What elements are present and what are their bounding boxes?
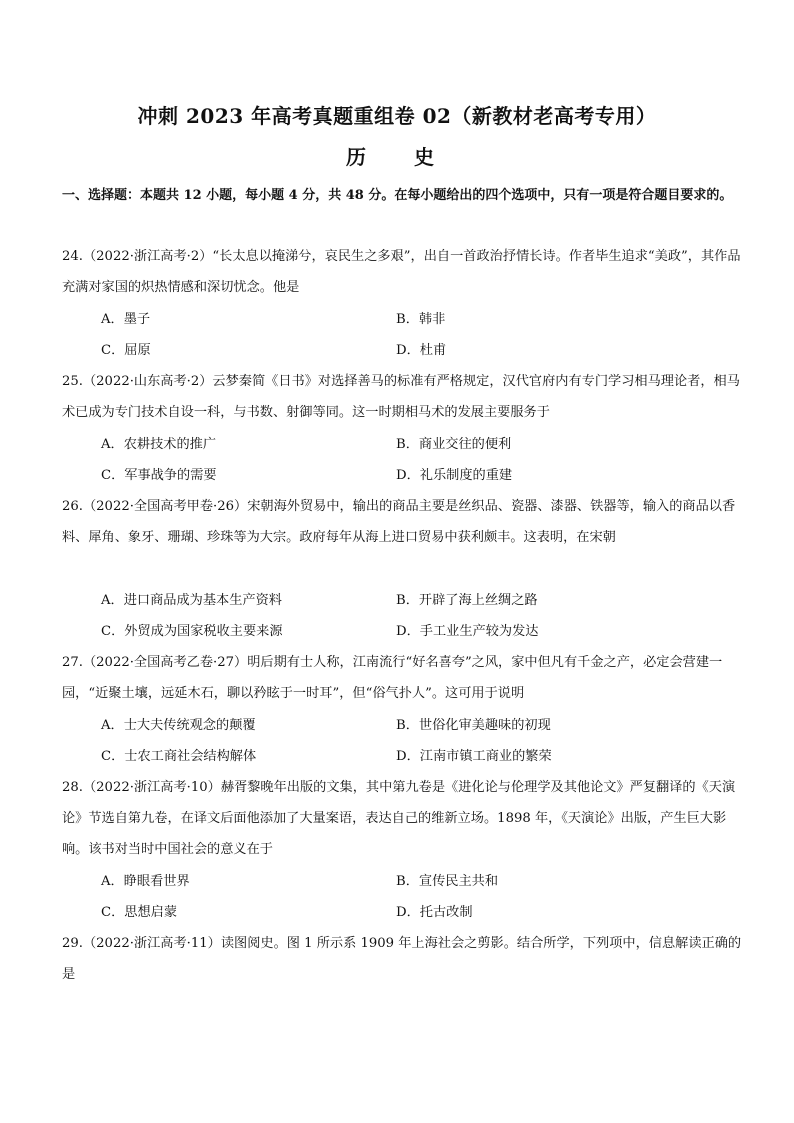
option-c: C．思想启蒙 bbox=[101, 905, 178, 920]
option-d: D．杜甫 bbox=[396, 343, 447, 358]
exam-title: 冲刺 2023 年高考真题重组卷 02（新教材老高考专用） bbox=[137, 104, 657, 128]
question-stem: 28.（2022·浙江高考·10）赫胥黎晚年出版的文集，其中第九卷是《进化论与伦理学及其他论文》严复翻译的《天演论》节选自第九卷，在译文后面他添加了大量案语，表达自己的维新立场。1898 年，《天演论》出版，产生巨大影响。该书对当时中国社会的意义在于 bbox=[62, 780, 736, 857]
option-c: C．屈原 bbox=[101, 343, 151, 358]
option-b: B．宣传民主共和 bbox=[396, 874, 499, 889]
option-a: A．墨子 bbox=[101, 312, 151, 327]
option-d: D．托古改制 bbox=[396, 905, 473, 920]
option-a: A．睁眼看世界 bbox=[101, 874, 190, 889]
question-26 bbox=[62, 491, 742, 553]
option-b: B．韩非 bbox=[396, 312, 446, 327]
question-stem: 27.（2022·全国高考乙卷·27）明后期有士人称，江南流行“好名喜夸”之风，家中但凡有千金之产，必定会营建一园，“近聚土壤，远延木石，聊以矜眩于一时耳”，但“俗气扑人”。这可用于说明 bbox=[62, 655, 723, 701]
option-a: A．进口商品成为基本生产资料 bbox=[101, 593, 282, 608]
option-d: D．江南市镇工商业的繁荣 bbox=[396, 749, 552, 764]
question-stem: 29.（2022·浙江高考·11）读图阅史。图 1 所示系 1909 年上海社会之剪影。结合所学，下列项中，信息解读正确的是 bbox=[62, 936, 742, 982]
question-stem: 26.（2022·全国高考甲卷·26）宋朝海外贸易中，输出的商品主要是丝织品、瓷器、漆器、铁器等，输入的商品以香料、犀角、象牙、珊瑚、珍珠等为大宗。政府每年从海上进口贸易中获利颇丰。这表明，在宋朝 bbox=[62, 499, 736, 545]
question-27 bbox=[62, 647, 742, 709]
option-b: B．世俗化审美趣味的初现 bbox=[396, 718, 551, 733]
option-b: B．商业交往的便利 bbox=[396, 437, 512, 452]
option-b: B．开辟了海上丝绸之路 bbox=[396, 593, 538, 608]
section-instructions: 一、选择题：本题共 12 小题，每小题 4 分，共 48 分。在每小题给出的四个选项中，只有一项是符合题目要求的。 bbox=[62, 188, 733, 203]
question-29 bbox=[62, 928, 742, 990]
subject-heading: 历 史 bbox=[346, 145, 448, 169]
option-c: C．军事战争的需要 bbox=[101, 468, 217, 483]
option-d: D．礼乐制度的重建 bbox=[396, 468, 513, 483]
question-28 bbox=[62, 772, 742, 865]
question-stem: 25.（2022·山东高考·2）云梦秦简《日书》对选择善马的标准有严格规定，汉代官府内有专门学习相马理论者，相马术已成为专门技术自设一科，与书数、射御等同。这一时期相马术的发展主要服务于 bbox=[62, 374, 740, 420]
option-a: A．农耕技术的推广 bbox=[101, 437, 217, 452]
question-stem: 24.（2022·浙江高考·2）“长太息以掩涕兮，哀民生之多艰”，出自一首政治抒情长诗。作者毕生追求“美政”，其作品充满对家国的炽热情感和深切忧念。他是 bbox=[62, 249, 741, 295]
option-c: C．士农工商社会结构解体 bbox=[101, 749, 257, 764]
question-25 bbox=[62, 366, 742, 428]
option-c: C．外贸成为国家税收主要来源 bbox=[101, 624, 283, 639]
option-d: D．手工业生产较为发达 bbox=[396, 624, 539, 639]
option-a: A．士大夫传统观念的颠覆 bbox=[101, 718, 256, 733]
question-24 bbox=[62, 241, 742, 303]
